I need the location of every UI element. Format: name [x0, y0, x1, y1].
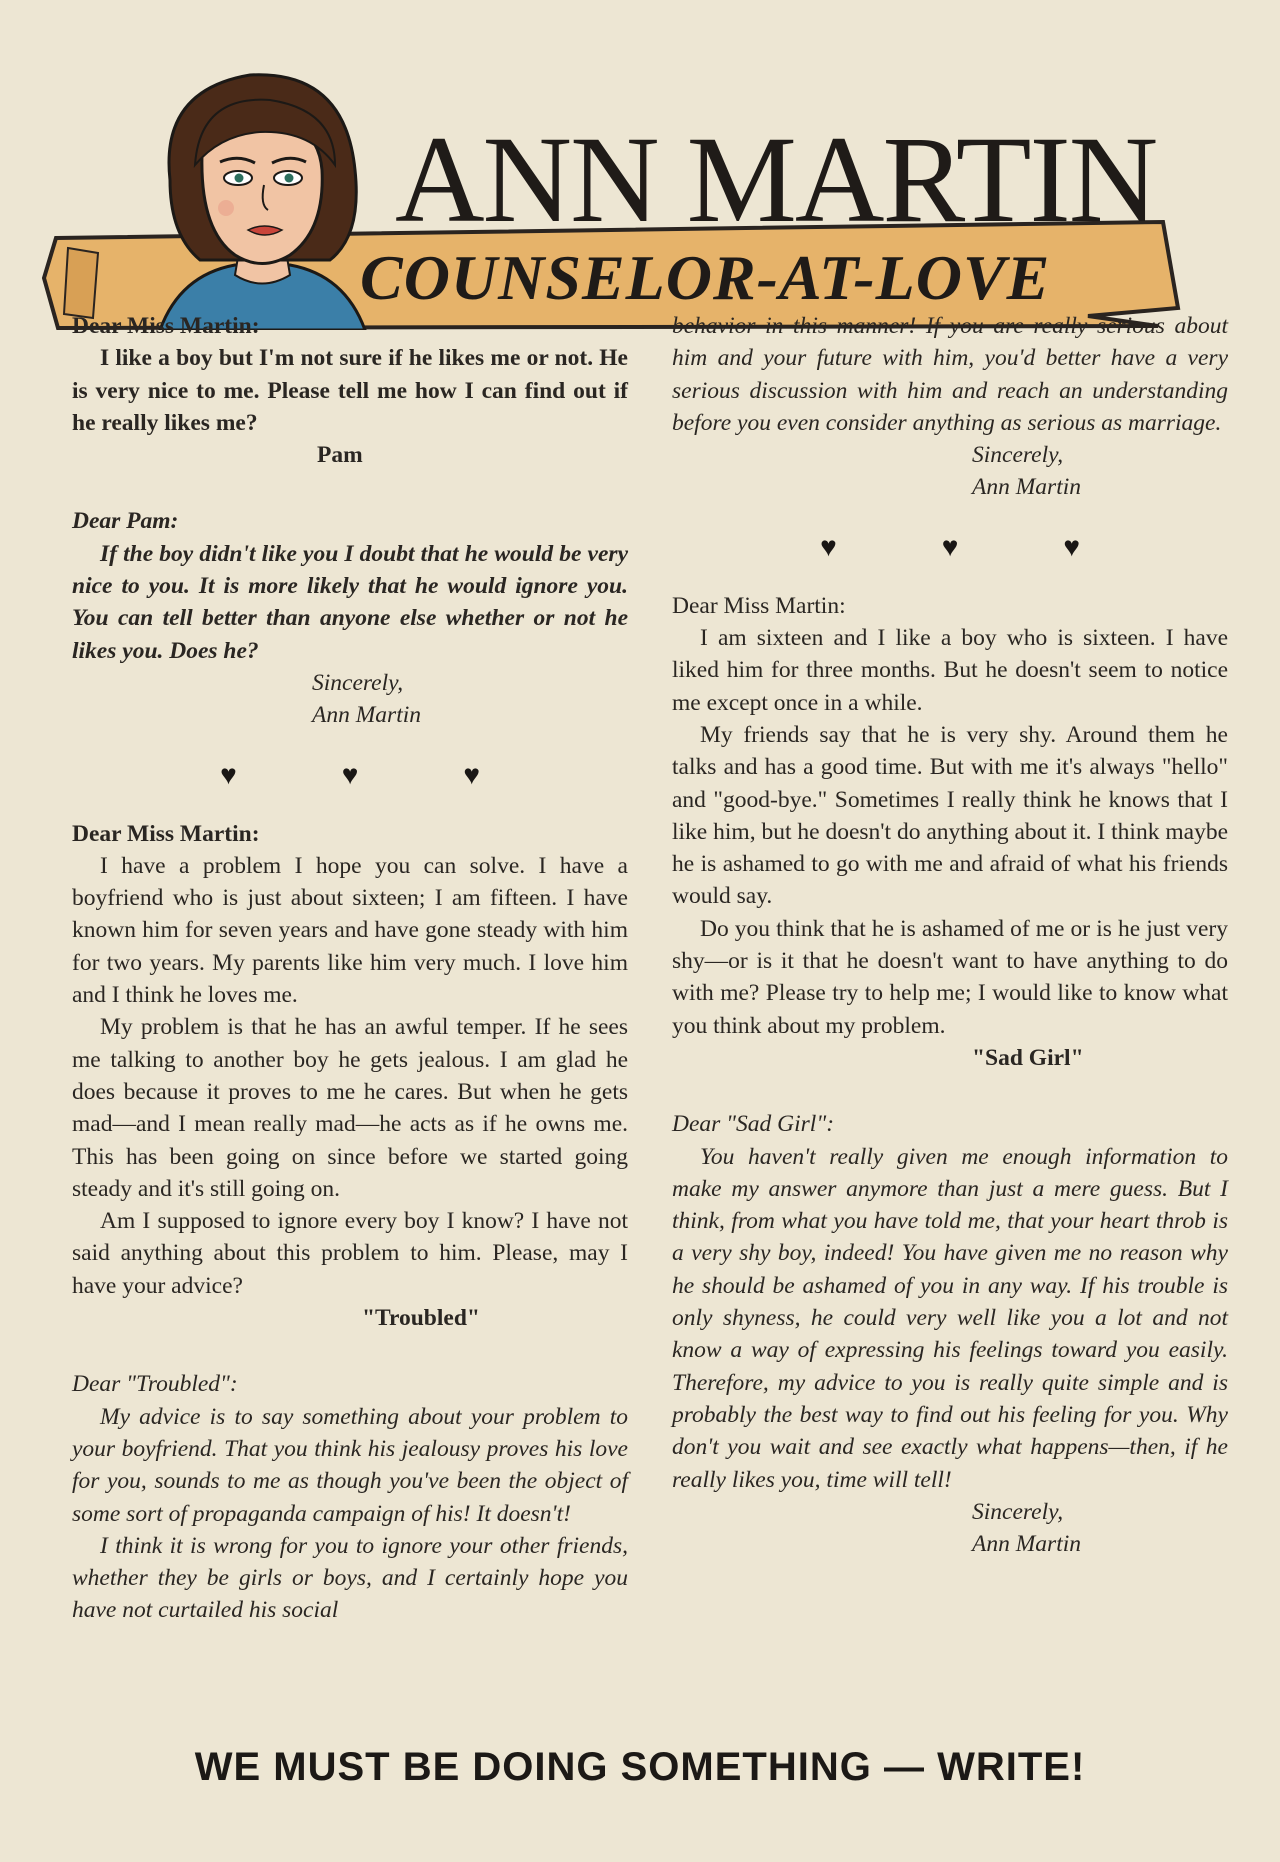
letter-pam: [72, 310, 628, 471]
reply-closing: Sincerely,: [972, 442, 1064, 469]
reply-closing: Sincerely,: [972, 1498, 1064, 1525]
footer-slogan: WE MUST BE DOING SOMETHING — WRITE!: [194, 1745, 1086, 1789]
heart-icon: ♥: [463, 759, 480, 791]
reply-paragraph: I think it is wrong for you to ignore your other friends, whether they be girls or boys, and I certainly hope you have not curtailed his social: [72, 1532, 628, 1624]
column-title: ANN MARTIN: [395, 111, 1157, 248]
letter-paragraph: My friends say that he is very shy. Around them he talks and has a good time. But with me it's always "hello" and "good-bye." Sometimes I really think he knows that I like him, but he doesn't do anything about it. I think maybe he is ashamed to go with me and afraid of what his friends would say.: [672, 721, 1228, 910]
reply-salutation: Dear "Sad Girl":: [672, 1111, 835, 1138]
heart-divider: [72, 759, 628, 791]
reply-signature: Ann Martin: [972, 474, 1082, 501]
reply-sad-girl: [672, 1108, 1228, 1560]
spacer: [72, 471, 628, 505]
reply-troubled-continued: [672, 310, 1228, 504]
column-subtitle: COUNSELOR-AT-LOVE: [360, 242, 1051, 313]
left-column: [72, 310, 628, 1627]
heart-icon: ♥: [341, 759, 359, 791]
letter-signature: "Sad Girl": [972, 1044, 1084, 1071]
heart-divider: [672, 531, 1228, 563]
letter-salutation: Dear Miss Martin:: [672, 592, 846, 619]
reply-salutation: Dear "Troubled":: [72, 1371, 238, 1398]
letter-signature: Pam: [317, 442, 363, 469]
reply-troubled: [72, 1368, 628, 1626]
letter-salutation: Dear Miss Martin:: [72, 313, 260, 339]
letter-paragraph: My problem is that he has an awful temper. If he sees me talking to another boy he gets jealous. I am glad he does because it proves to me he cares. But when he gets mad—and I mean really mad—he acts as if he owns me. This has been going on since before we started going steady and it's still going on.: [72, 1014, 628, 1202]
letter-salutation: Dear Miss Martin:: [72, 820, 260, 847]
reply-paragraph: My advice is to say something about your problem to your boyfriend. That you think his jealousy proves his love for you, sounds to me as though you've been the object of some sort of propaganda campaign of his! It doesn't!: [72, 1403, 628, 1527]
heart-icon: ♥: [820, 531, 837, 563]
heart-icon: ♥: [220, 759, 237, 791]
column-header: [30, 40, 1245, 313]
heart-icon: ♥: [941, 531, 959, 563]
spacer: [672, 1074, 1228, 1108]
reply-pam: [72, 505, 628, 731]
reply-signature: Ann Martin: [312, 702, 422, 729]
letter-paragraph: Do you think that he is ashamed of me or is he just very shy—or is it that he doesn't want to have anything to do with me? Please try to help me; I would like to know what you think about my problem.: [672, 915, 1228, 1039]
heart-icon: ♥: [1063, 531, 1080, 563]
reply-body: You haven't really given me enough information to make my answer anymore than just a mere guess. But I think, from what you have told me, that your heart throb is a very shy boy, indeed! You have given me no reason why he should be ashamed of you in any way. If his trouble is only shyness, he could very well like you a lot and not know a way of expressing his feelings toward you easily. Therefore, my advice to you is really quite simple and is probably the best way to find out his feeling for you. Why don't you wait and see exactly what happens—then, if he really likes you, time will tell!: [672, 1143, 1228, 1493]
letter-paragraph: I am sixteen and I like a boy who is sixteen. I have liked him for three months. But he doesn't seem to notice me except once in a while.: [672, 625, 1228, 716]
letter-paragraph: I have a problem I hope you can solve. I have a boyfriend who is just about sixteen; I am fifteen. I have known him for seven years and have gone steady with him for two years. My parents like him very much. I love him and I think he loves me.: [72, 852, 628, 1009]
reply-closing: Sincerely,: [312, 669, 404, 696]
letter-signature: "Troubled": [362, 1305, 480, 1332]
letter-body: I like a boy but I'm not sure if he likes me or not. He is very nice to me. Please tell me how I can find out if he really likes me?: [72, 345, 628, 436]
ann-martin-portrait: [140, 60, 380, 330]
letter-sad-girl: [672, 590, 1228, 1074]
spacer: [72, 1334, 628, 1368]
reply-signature: Ann Martin: [972, 1531, 1082, 1558]
right-column: [672, 310, 1228, 1560]
letter-troubled: [72, 818, 628, 1335]
reply-body: If the boy didn't like you I doubt that he would be very nice to you. It is more likely that he would ignore you. You can tell better than anyone else whether or not he likes you. Does he?: [72, 540, 628, 664]
letter-paragraph: Am I supposed to ignore every boy I know? I have not said anything about this problem to him. Please, may I have your advice?: [72, 1208, 628, 1299]
reply-body: behavior in this manner! If you are really serious about him and your future with him, you'd better have a very serious discussion with him and reach an understanding before you even consider anything as serious as marriage.: [672, 313, 1228, 436]
reply-salutation: Dear Pam:: [72, 508, 179, 535]
